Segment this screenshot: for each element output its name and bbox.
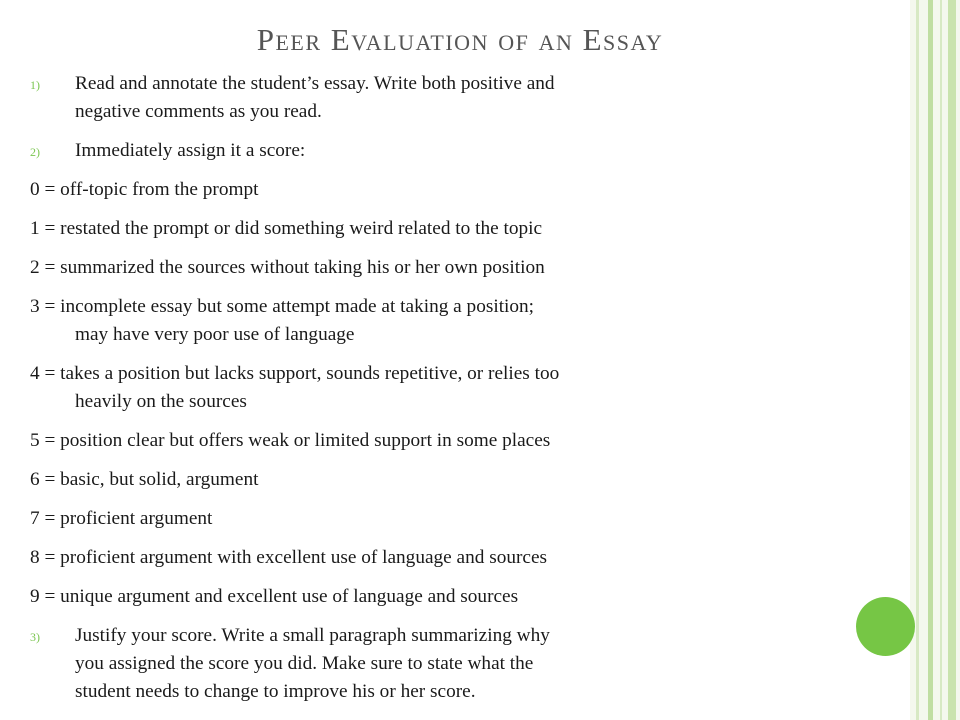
step-text-line: Justify your score. Write a small paragraph summarizing why [75,625,550,646]
score-8 [30,544,830,572]
score-7 [30,505,830,533]
score-text: 2 = summarized the sources without taking his or her own position [30,257,545,278]
decor-line-2 [928,0,933,720]
step-3 [30,622,830,706]
slide-body [30,70,830,717]
score-text: 8 = proficient argument with excellent use of language and sources [30,547,548,568]
score-text-continued: may have very poor use of language [75,324,355,345]
score-2 [30,254,830,282]
score-1 [30,215,830,243]
step-number: 1) [30,78,40,92]
step-1 [30,70,830,126]
step-2 [30,137,830,165]
score-text: 0 = off-topic from the prompt [30,179,259,200]
step-number: 2) [30,145,40,159]
step-text-line: student needs to change to improve his or her score. [75,681,476,702]
score-text: 1 = restated the prompt or did something weird related to the topic [30,218,543,239]
score-5 [30,427,830,455]
score-6 [30,466,830,494]
score-9 [30,583,830,611]
score-text: 4 = takes a position but lacks support, sounds repetitive, or relies too [30,363,560,384]
step-text-line: Immediately assign it a score: [75,140,306,161]
score-text: 6 = basic, but solid, argument [30,469,259,490]
score-text: 5 = position clear but offers weak or limited support in some places [30,430,551,451]
step-text-line: you assigned the score you did. Make sure to state what the [75,653,534,674]
score-text-continued: heavily on the sources [75,391,247,412]
decor-line-3 [940,0,942,720]
step-text-line: negative comments as you read. [75,101,322,122]
green-circle-decoration [856,597,915,656]
score-3 [30,293,830,349]
decor-line-1 [916,0,919,720]
score-text: 9 = unique argument and excellent use of language and sources [30,586,519,607]
score-text: 3 = incomplete essay but some attempt made at taking a position; [30,296,535,317]
step-number: 3) [30,630,40,644]
score-4 [30,360,830,416]
score-text: 7 = proficient argument [30,508,213,529]
decor-line-4 [948,0,956,720]
slide-title: Peer Evaluation of an Essay [256,22,664,57]
score-0 [30,176,830,204]
step-text-line: Read and annotate the student’s essay. Write both positive and [75,73,555,94]
